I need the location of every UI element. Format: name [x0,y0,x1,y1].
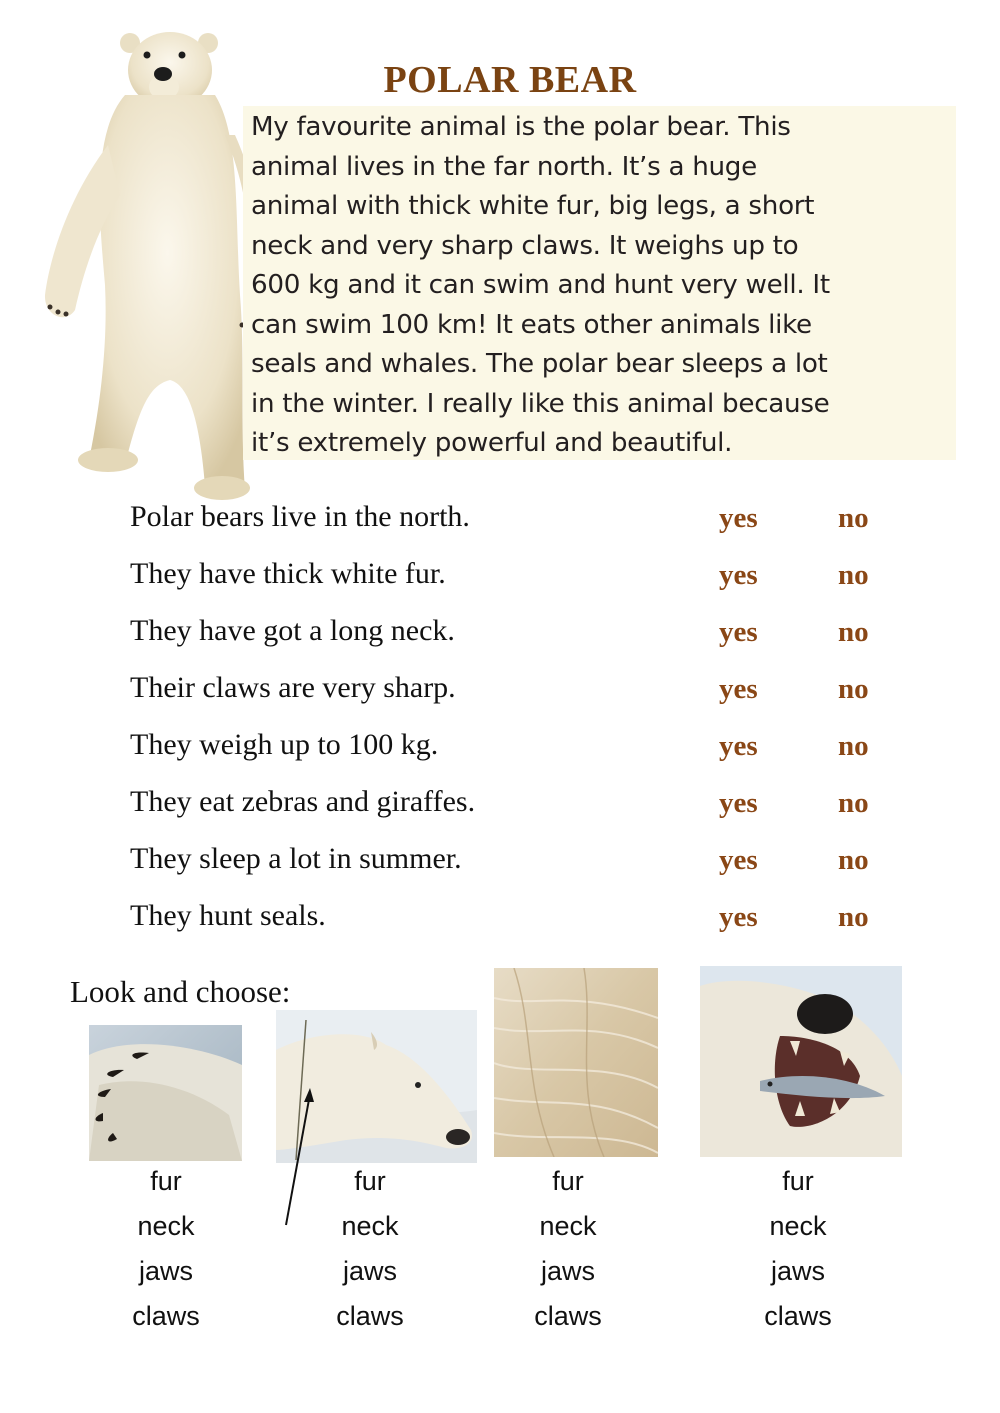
no-option[interactable]: no [838,901,869,933]
no-option[interactable]: no [838,787,869,819]
yes-option[interactable]: yes [719,502,758,534]
quiz-statement: They sleep a lot in summer. [130,842,462,875]
choice-group [86,1159,246,1339]
choice-claws[interactable]: claws [132,1301,200,1331]
choice-jaws[interactable]: jaws [138,1256,193,1286]
choice-neck[interactable]: neck [539,1211,597,1241]
quiz-row [0,728,1000,768]
no-option[interactable]: no [838,844,869,876]
fur-closeup-photo [494,968,658,1157]
choice-neck[interactable]: neck [137,1211,195,1241]
page-title: POLAR BEAR [383,59,637,101]
choice-jaws[interactable]: jaws [342,1256,397,1286]
no-option[interactable]: no [838,673,869,705]
yes-option[interactable]: yes [719,787,758,819]
reading-line: animal lives in the far north. It’s a huge [251,151,757,182]
no-option[interactable]: no [838,616,869,648]
bear-jaws-photo [700,966,902,1157]
choice-group [718,1159,878,1339]
reading-line: in the winter. I really like this animal because [251,388,830,419]
reading-line: can swim 100 km! It eats other animals like [251,309,812,340]
quiz-row [0,785,1000,825]
quiz-statement: Polar bears live in the north. [130,500,470,533]
reading-line: seals and whales. The polar bear sleeps a lot [251,349,828,379]
quiz-row [0,671,1000,711]
reading-line: neck and very sharp claws. It weighs up to [251,230,799,261]
choice-neck[interactable]: neck [341,1211,399,1241]
example-answer-arrow [270,1080,330,1240]
reading-line: it’s extremely powerful and beautiful. [251,428,733,458]
quiz-row [0,500,1000,540]
quiz-row [0,557,1000,597]
yes-option[interactable]: yes [719,559,758,591]
choice-claws[interactable]: claws [764,1301,832,1331]
no-option[interactable]: no [838,559,869,591]
reading-line: My favourite animal is the polar bear. This [251,112,791,142]
no-option[interactable]: no [838,730,869,762]
quiz-statement: They have got a long neck. [130,614,455,647]
quiz-statement: They eat zebras and giraffes. [130,785,476,818]
no-option[interactable]: no [838,502,869,534]
quiz-row [0,842,1000,882]
choice-claws[interactable]: claws [534,1301,602,1331]
choice-jaws[interactable]: jaws [770,1256,825,1286]
reading-text [251,108,952,464]
choice-fur[interactable]: fur [150,1166,182,1196]
quiz-row [0,899,1000,939]
choice-neck[interactable]: neck [769,1211,827,1241]
yes-option[interactable]: yes [719,901,758,933]
look-and-choose-instruction: Look and choose: [70,974,291,1009]
quiz-statement: They have thick white fur. [130,557,446,590]
choice-group [488,1159,648,1339]
quiz-statement: They hunt seals. [130,899,326,932]
polar-bear-standing-image [30,25,265,505]
yes-option[interactable]: yes [719,616,758,648]
quiz-row [0,614,1000,654]
yes-option[interactable]: yes [719,844,758,876]
choice-fur[interactable]: fur [782,1166,814,1196]
choice-jaws[interactable]: jaws [540,1256,595,1286]
paw-claws-photo [89,1025,242,1161]
choice-fur[interactable]: fur [354,1166,386,1196]
quiz-statement: Their claws are very sharp. [130,671,456,704]
choice-fur[interactable]: fur [552,1166,584,1196]
reading-line: 600 kg and it can swim and hunt very well. It [251,270,830,300]
choice-claws[interactable]: claws [336,1301,404,1331]
quiz-statement: They weigh up to 100 kg. [130,728,439,761]
reading-passage [243,106,956,460]
yes-option[interactable]: yes [719,673,758,705]
yes-option[interactable]: yes [719,730,758,762]
reading-line: animal with thick white fur, big legs, a short [251,191,815,221]
